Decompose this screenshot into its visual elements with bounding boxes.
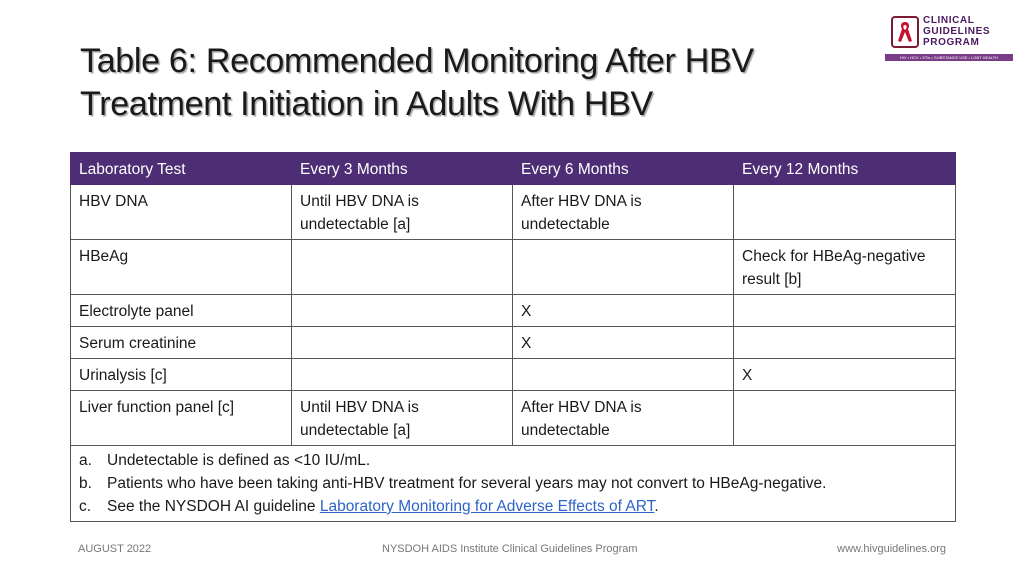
table-row	[71, 327, 956, 359]
note-marker: c.	[79, 498, 92, 515]
column-header: Every 12 Months	[734, 153, 956, 185]
footer-program: NYSDOH AIDS Institute Clinical Guidelines Program	[382, 543, 638, 555]
table-row	[71, 359, 956, 391]
table-cell: HBeAg	[71, 240, 292, 295]
ribbon-icon	[891, 16, 919, 48]
table-cell: Electrolyte panel	[71, 295, 292, 327]
title-line-1: Table 6: Recommended Monitoring After HBV	[80, 42, 754, 80]
logo-tagline: HIV • HCV • STIs • SUBSTANCE USE • LGBT HEALTH	[885, 54, 1013, 61]
note-marker: a.	[79, 452, 92, 469]
table-cell	[734, 295, 956, 327]
table-cell: Check for HBeAg-negative result [b]	[734, 240, 956, 295]
page-title	[80, 40, 880, 126]
guideline-link[interactable]: Laboratory Monitoring for Adverse Effects of ART	[319, 498, 655, 515]
table-cell	[292, 295, 513, 327]
table-cell	[734, 391, 956, 446]
column-header: Every 3 Months	[292, 153, 513, 185]
title-line-2: Treatment Initiation in Adults With HBV	[80, 85, 653, 123]
table-cell	[292, 327, 513, 359]
table-cell: Until HBV DNA is undetectable [a]	[292, 185, 513, 240]
table-cell: HBV DNA	[71, 185, 292, 240]
note-item	[79, 449, 947, 472]
table-cell	[734, 185, 956, 240]
note-item	[79, 472, 947, 495]
note-text: Patients who have been taking anti-HBV treatment for several years may not convert to HBeAg-negative.	[107, 475, 827, 492]
table-cell: X	[513, 327, 734, 359]
note-item	[79, 495, 947, 518]
table-cell: Until HBV DNA is undetectable [a]	[292, 391, 513, 446]
table-row	[71, 185, 956, 240]
table-row	[71, 295, 956, 327]
column-header: Laboratory Test	[71, 153, 292, 185]
table-notes	[71, 446, 956, 522]
logo-line-3: PROGRAM	[923, 37, 980, 48]
monitoring-table	[70, 152, 956, 522]
footer-url: www.hivguidelines.org	[837, 543, 946, 555]
table-header-row	[71, 153, 956, 185]
column-header: Every 6 Months	[513, 153, 734, 185]
note-text-end: .	[654, 498, 659, 515]
table-cell	[292, 359, 513, 391]
logo-line-1: CLINICAL	[923, 15, 975, 26]
logo-wordmark	[923, 15, 990, 48]
clinical-guidelines-logo	[885, 14, 1013, 66]
note-text: See the NYSDOH AI guideline	[107, 498, 320, 515]
logo-line-2: GUIDELINES	[923, 26, 991, 37]
note-text: Undetectable is defined as <10 IU/mL.	[107, 452, 371, 469]
table-cell	[513, 359, 734, 391]
notes-row	[71, 446, 956, 522]
table-cell: After HBV DNA is undetectable	[513, 185, 734, 240]
table-cell	[513, 240, 734, 295]
table-cell: X	[513, 295, 734, 327]
table-cell: After HBV DNA is undetectable	[513, 391, 734, 446]
table-cell: X	[734, 359, 956, 391]
table-cell	[734, 327, 956, 359]
table-row	[71, 240, 956, 295]
footer-date: AUGUST 2022	[78, 543, 152, 555]
table-cell: Liver function panel [c]	[71, 391, 292, 446]
table-cell	[292, 240, 513, 295]
table-row	[71, 391, 956, 446]
note-marker: b.	[79, 475, 92, 492]
note-text-wrapper	[107, 495, 659, 518]
table-cell: Serum creatinine	[71, 327, 292, 359]
table-cell: Urinalysis [c]	[71, 359, 292, 391]
